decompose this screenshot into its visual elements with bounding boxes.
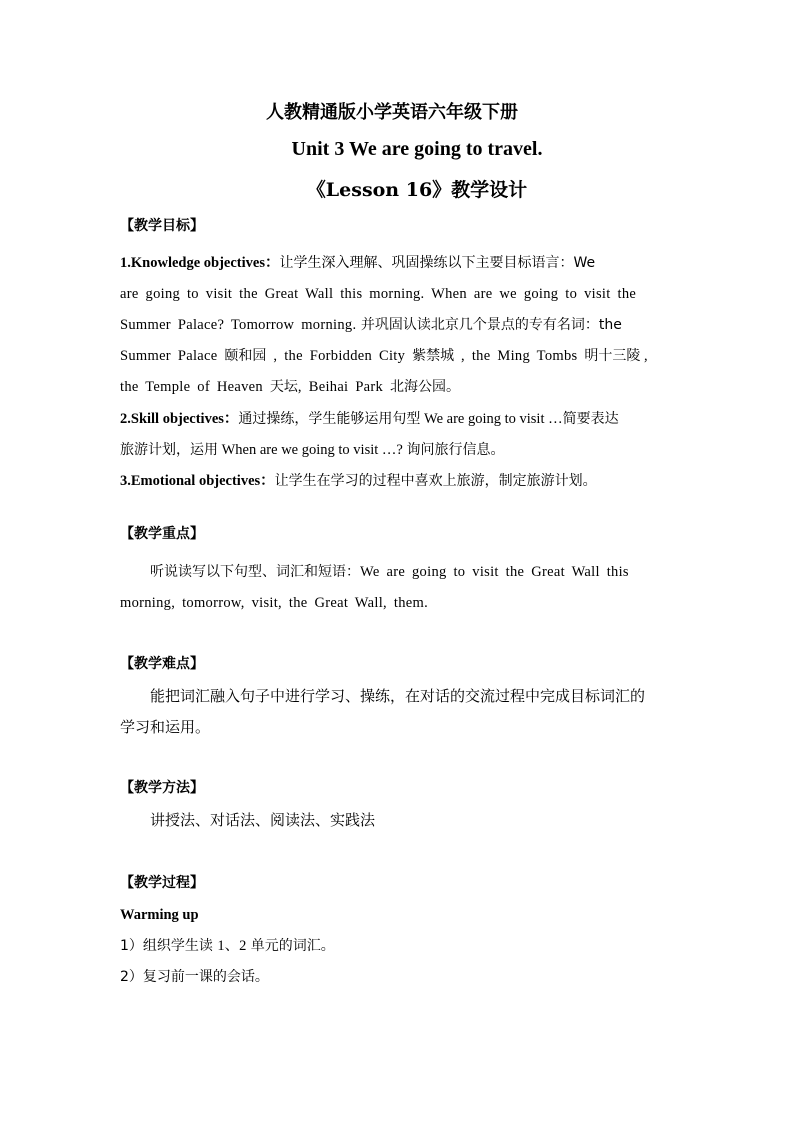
text-run: 询问旅行信息。 — [406, 442, 505, 458]
text-run: 简要表达 — [562, 411, 619, 427]
skill-objectives-line-1 — [120, 409, 619, 429]
text-run: 1）组织学生读 — [120, 938, 218, 954]
text-run: We are going to visit … — [420, 411, 563, 427]
knowledge-objectives-line-4 — [120, 346, 648, 366]
text-run: 旅游计划，运用 — [120, 442, 218, 458]
unit-title: Unit 3 We are going to travel. — [291, 138, 543, 160]
text-run: Summer Palace — [120, 348, 225, 364]
text-run: 1、2 — [217, 938, 247, 954]
text-run: , the Forbidden City — [266, 348, 413, 364]
text-run: 通过操练，学生能够运用句型 — [238, 411, 421, 427]
section-heading-methods: 【教学方法】 — [120, 780, 204, 796]
text-run: , — [640, 348, 648, 364]
section-heading-process: 【教学过程】 — [120, 875, 204, 891]
knowledge-objectives-line-3 — [120, 315, 622, 335]
text-run: , Beihai Park — [297, 379, 391, 395]
section-heading-difficulties: 【教学难点】 — [120, 656, 204, 672]
knowledge-objectives-text: 让学生深入理解、巩固操练以下主要目标语言：We — [279, 255, 596, 271]
knowledge-objectives-line-2: are going to visit the Great Wall this morning. When are we going to visit the — [120, 286, 637, 302]
text-run: When are we going to visit …? — [218, 442, 407, 458]
text-run: 颐和园 — [224, 348, 267, 364]
lesson-title: 《Lesson 16》教学设计 — [306, 179, 528, 201]
text-run: 听说读写以下句型、词汇和短语： — [150, 564, 360, 580]
key-points-line-2: morning, tomorrow, visit, the Great Wall, them. — [120, 595, 428, 611]
text-run: , the Ming Tombs — [454, 348, 585, 364]
text-run: 明十三陵 — [584, 348, 641, 364]
text-run: 让学生在学习的过程中喜欢上旅游，制定旅游计划。 — [274, 473, 597, 489]
difficulties-line-2: 学习和运用。 — [120, 718, 211, 736]
knowledge-objectives-line-1 — [120, 253, 595, 273]
text-run: We are going to visit the Great Wall this — [360, 564, 629, 580]
knowledge-objectives-label: 1.Knowledge objectives： — [120, 255, 280, 271]
difficulties-line-1: 能把词汇融入句子中进行学习、操练，在对话的交流过程中完成目标词汇的 — [150, 687, 646, 705]
emotional-objectives-line — [120, 471, 597, 491]
document-title: 人教精通版小学英语六年级下册 — [266, 102, 518, 123]
process-step-1 — [120, 936, 335, 956]
text-run: Summer Palace? Tomorrow morning. — [120, 317, 357, 333]
text-run: 并巩固认读北京几个景点的专有名词：the — [356, 317, 622, 333]
methods-line-1: 讲授法、对话法、阅读法、实践法 — [150, 811, 376, 829]
section-heading-objectives: 【教学目标】 — [120, 218, 204, 234]
skill-objectives-line-2 — [120, 440, 504, 460]
text-run: 天坛 — [269, 379, 298, 395]
key-points-line-1 — [150, 562, 629, 582]
text-run: 紫禁城 — [412, 348, 455, 364]
text-run: 单元的词汇。 — [246, 938, 335, 954]
section-heading-key-points: 【教学重点】 — [120, 526, 204, 542]
warming-up-heading: Warming up — [120, 907, 199, 923]
text-run: 北海公园。 — [390, 379, 461, 395]
skill-objectives-label: 2.Skill objectives： — [120, 411, 239, 427]
text-run: the Temple of Heaven — [120, 379, 270, 395]
process-step-2: 2）复习前一课的会话。 — [120, 969, 269, 985]
knowledge-objectives-line-5 — [120, 377, 460, 397]
emotional-objectives-label: 3.Emotional objectives： — [120, 473, 275, 489]
